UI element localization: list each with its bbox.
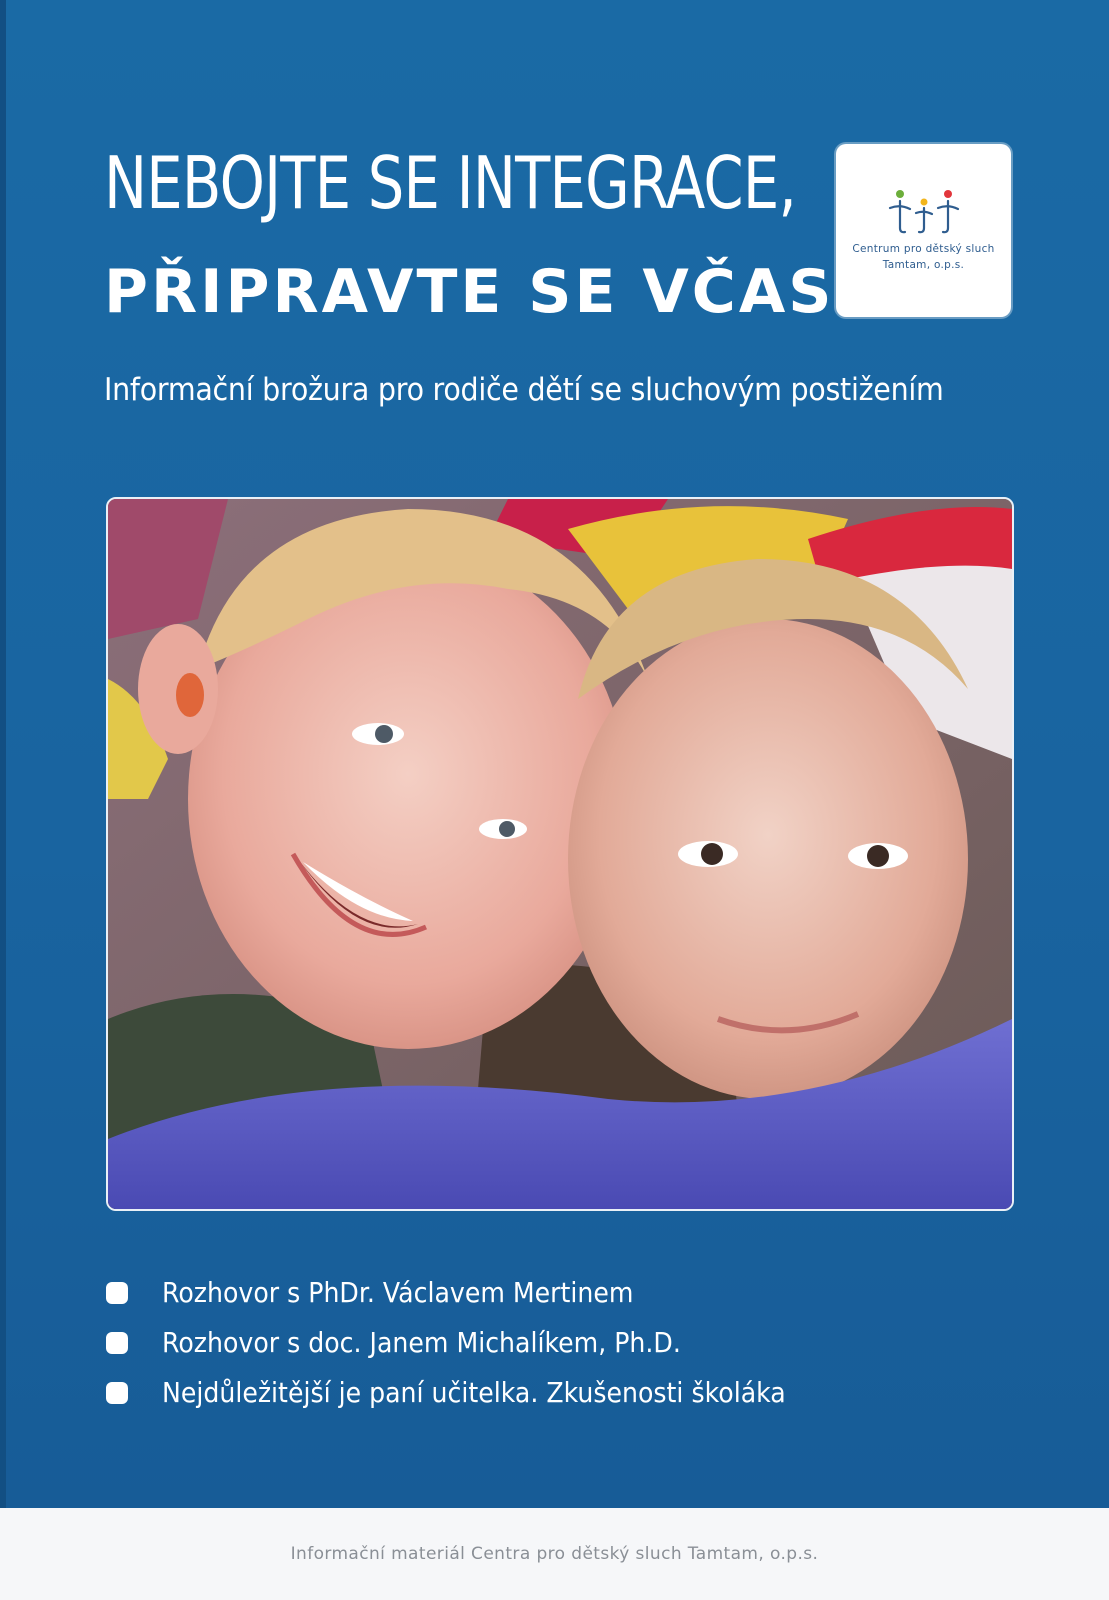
cover-edge	[0, 0, 6, 1508]
logo-name-line-2: Tamtam, o.p.s.	[882, 259, 965, 271]
logo-name-line-1: Centrum pro dětský sluch	[852, 243, 995, 255]
bullet-square-icon	[106, 1282, 128, 1304]
title-line-2: PŘIPRAVTE SE VČAS	[104, 257, 835, 327]
bullet-square-icon	[106, 1382, 128, 1404]
footer-text: Informační materiál Centra pro dětský sluch Tamtam, o.p.s.	[290, 1544, 819, 1564]
three-figures-logo-icon	[886, 188, 962, 236]
bullet-text: Nejdůležitější je paní učitelka. Zkušenosti školáka	[162, 1376, 786, 1409]
bullet-text: Rozhovor s doc. Janem Michalíkem, Ph.D.	[162, 1326, 681, 1359]
bullet-square-icon	[106, 1332, 128, 1354]
children-photo	[106, 497, 1014, 1211]
photo-illustration	[108, 499, 1012, 1209]
logo	[836, 144, 1011, 317]
footer	[0, 1508, 1109, 1600]
bullet-text: Rozhovor s PhDr. Václavem Mertinem	[162, 1276, 634, 1309]
title-line-1: NEBOJTE SE INTEGRACE,	[104, 141, 796, 225]
subtitle: Informační brožura pro rodiče dětí se sluchovým postižením	[104, 372, 944, 408]
